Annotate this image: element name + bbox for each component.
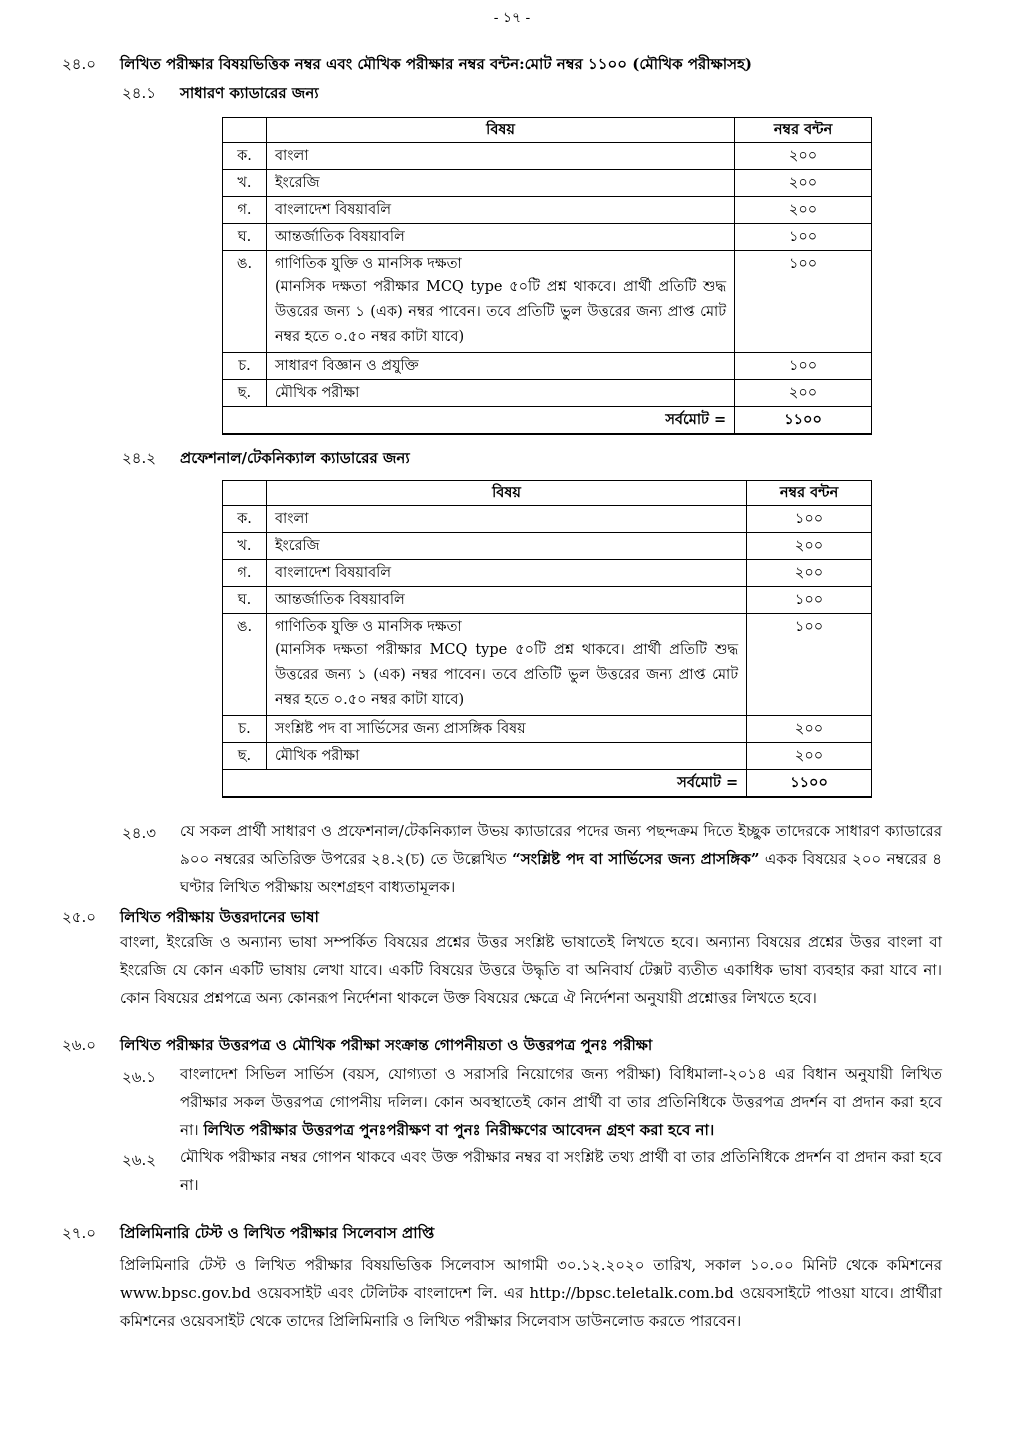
subsection-24-1-number: ২৪.১ (122, 84, 156, 102)
table-row (223, 716, 872, 743)
row-marks: ১০০ (735, 224, 872, 251)
row-serial: ঘ. (223, 224, 267, 251)
row-serial: ক. (223, 506, 267, 533)
subsection-26-1-number: ২৬.১ (122, 1068, 157, 1086)
section-27-text: প্রিলিমিনারি টেস্ট ও লিখিত পরীক্ষার বিষয়ভিত্তিক সিলেবাস আগামী ৩০.১২.২০২০ তারিখ, সকাল ১০.০০ মিনিট থেকে কমিশনের www.bpsc.gov.bd ওয়েবসাইট এবং টেলিটক বাংলাদেশ লি. এর http://bpsc.teletalk.com.bd ওয়েবসাইটে পাওয়া যাবে। প্রার্থীরা কমিশনের ওয়েবসাইট থেকে তাদের প্রিলিমিনারি ও লিখিত পরীক্ষার সিলেবাস ডাউনলোড করতে পারবেন। (120, 1256, 942, 1330)
row-serial: খ. (223, 533, 267, 560)
row-subject-cell (266, 560, 746, 587)
section-25-number: ২৫.০ (62, 908, 97, 926)
row-subject-cell (266, 743, 746, 770)
total-row (223, 770, 872, 798)
row-subject-cell (266, 224, 734, 251)
marks-table-general-cadre (222, 117, 872, 435)
row-serial: ঘ. (223, 587, 267, 614)
total-label: সর্বমোট = (223, 770, 747, 798)
section-26-heading: লিখিত পরীক্ষার উত্তরপত্র ও মৌখিক পরীক্ষা সংক্রান্ত গোপনীয়তা ও উত্তরপত্র পুনঃ পরীক্ষা (120, 1036, 653, 1054)
row-subject: ইংরেজি (274, 538, 320, 554)
section-24-number: ২৪.০ (62, 55, 97, 73)
subsection-26-1-text (180, 1060, 942, 1144)
row-subject: বাংলাদেশ বিষয়াবলি (274, 565, 392, 581)
row-subject-cell (266, 587, 746, 614)
row-subject-cell (266, 533, 746, 560)
row-subject-cell (266, 353, 734, 380)
row-subject: মৌখিক পরীক্ষা (274, 748, 360, 764)
table-row (223, 170, 872, 197)
row-subject-cell (266, 614, 746, 716)
row-subject-cell (266, 170, 734, 197)
row-subject-cell (266, 251, 734, 353)
total-value: ১১০০ (735, 407, 872, 435)
row-marks: ২০০ (747, 716, 872, 743)
row-subject: গাণিতিক যুক্তি ও মানসিক দক্ষতা (274, 256, 462, 272)
row-serial: চ. (223, 716, 267, 743)
row-subject: বাংলাদেশ বিষয়াবলি (274, 202, 392, 218)
row-serial: গ. (223, 560, 267, 587)
row-subject-cell (266, 143, 734, 170)
section-25-heading: লিখিত পরীক্ষায় উত্তরদানের ভাষা (120, 908, 319, 926)
text-run: একক বিষয়ের ২০০ নম্বরের ৪ ঘণ্টার লিখিত পরীক্ষায় অংশগ্রহণ বাধ্যতামূলক। (180, 850, 943, 896)
section-27-heading: প্রিলিমিনারি টেস্ট ও লিখিত পরীক্ষার সিলেবাস প্রাপ্তি (120, 1224, 435, 1242)
table-row (223, 143, 872, 170)
row-marks: ২০০ (735, 380, 872, 407)
table-row (223, 614, 872, 716)
section-24-heading: লিখিত পরীক্ষার বিষয়ভিত্তিক নম্বর এবং মৌখিক পরীক্ষার নম্বর বন্টন:মোট নম্বর ১১০০ (মৌখিক পরীক্ষাসহ) (120, 55, 752, 73)
row-subject: ইংরেজি (274, 175, 320, 191)
table-header-serial (223, 481, 267, 506)
table-header-marks: নম্বর বন্টন (735, 118, 872, 143)
total-label: সর্বমোট = (223, 407, 735, 435)
row-subject-cell (266, 380, 734, 407)
row-subject-cell (266, 716, 746, 743)
row-subject: আন্তর্জাতিক বিষয়াবলি (274, 592, 405, 608)
table-row (223, 506, 872, 533)
row-marks: ২০০ (735, 170, 872, 197)
table-row (223, 224, 872, 251)
table-header-serial (223, 118, 267, 143)
table-row (223, 587, 872, 614)
row-subject: বাংলা (274, 148, 309, 164)
table-row (223, 251, 872, 353)
row-marks: ২০০ (747, 743, 872, 770)
subsection-24-2-number: ২৪.২ (122, 449, 157, 467)
row-serial: ঙ. (223, 614, 267, 716)
table-row (223, 533, 872, 560)
row-subject: গাণিতিক যুক্তি ও মানসিক দক্ষতা (274, 619, 462, 635)
row-serial: ছ. (223, 380, 267, 407)
row-marks: ১০০ (735, 353, 872, 380)
row-subject: আন্তর্জাতিক বিষয়াবলি (274, 229, 405, 245)
row-marks: ১০০ (747, 587, 872, 614)
table-row (223, 353, 872, 380)
emphasized-text: “সংশ্লিষ্ট পদ বা সার্ভিসের জন্য প্রাসঙ্গিক” (512, 850, 760, 868)
table-header-subject: বিষয় (266, 118, 734, 143)
table-header-marks: নম্বর বন্টন (747, 481, 872, 506)
subsection-24-3-text (180, 817, 942, 901)
total-row (223, 407, 872, 435)
section-26-number: ২৬.০ (62, 1036, 97, 1054)
table-row (223, 380, 872, 407)
row-note: (মানসিক দক্ষতা পরীক্ষার MCQ type ৫০টি প্রশ্ন থাকবে। প্রার্থী প্রতিটি শুদ্ধ উত্তরের জন্য ১ (এক) নম্বর পাবেন। তবে প্রতিটি ভুল উত্তরের জন্য প্রাপ্ত মোট নম্বর হতে ০.৫০ নম্বর কাটা যাবে) (274, 642, 739, 708)
row-subject: মৌখিক পরীক্ষা (274, 385, 360, 401)
row-marks: ২০০ (747, 533, 872, 560)
row-subject: সাধারণ বিজ্ঞান ও প্রযুক্তি (274, 358, 419, 374)
row-subject-cell (266, 197, 734, 224)
row-marks: ১০০ (747, 506, 872, 533)
subsection-24-1-heading: সাধারণ ক্যাডারের জন্য (180, 84, 319, 102)
row-marks: ২০০ (747, 560, 872, 587)
row-subject: সংশ্লিষ্ট পদ বা সার্ভিসের জন্য প্রাসঙ্গিক বিষয় (274, 721, 526, 737)
row-serial: চ. (223, 353, 267, 380)
row-subject-cell (266, 506, 746, 533)
subsection-24-3-number: ২৪.৩ (122, 824, 157, 842)
marks-table-professional-cadre (222, 480, 872, 798)
page-number: - ১৭ - (493, 10, 531, 26)
subsection-24-2-heading: প্রফেশনাল/টেকনিক্যাল ক্যাডারের জন্য (180, 449, 410, 467)
row-marks: ২০০ (735, 143, 872, 170)
subsection-26-2-text: মৌখিক পরীক্ষার নম্বর গোপন থাকবে এবং উক্ত পরীক্ষার নম্বর বা সংশ্লিষ্ট তথ্য প্রার্থী বা তার প্রতিনিধিকে প্রদর্শন বা প্রদান করা হবে না। (180, 1148, 942, 1194)
text-run: যে সকল প্রার্থী সাধারণ ও প্রফেশনাল/টেকনিক্যাল উভয় ক্যাডারের পদের জন্য পছন্দক্রম দিতে ইচ্ছুক তাদেরকে সাধারণ ক্যাডারের ৯০০ নম্বরের অতিরিক্ত উপরের ২৪.২(চ) তে উল্লেখিত (180, 822, 942, 868)
row-marks: ২০০ (735, 197, 872, 224)
subsection-26-2-number: ২৬.২ (122, 1151, 157, 1169)
row-marks: ১০০ (747, 614, 872, 716)
row-serial: গ. (223, 197, 267, 224)
table-row (223, 560, 872, 587)
text-run: বাংলাদেশ সিভিল সার্ভিস (বয়স, যোগ্যতা ও সরাসরি নিয়োগের জন্য পরীক্ষা) বিধিমালা-২০১৪ এর বিধান অনুযায়ী লিখিত পরীক্ষার সকল উত্তরপত্র গোপনীয় দলিল। কোন অবস্থাতেই কোন প্রার্থী বা তার প্রতিনিধিকে উত্তরপত্র প্রদর্শন বা প্রদান করা হবে না। (180, 1065, 942, 1139)
table-row (223, 197, 872, 224)
section-25-text: বাংলা, ইংরেজি ও অন্যান্য ভাষা সম্পর্কিত বিষয়ের প্রশ্নের উত্তর সংশ্লিষ্ট ভাষাতেই লিখতে হবে। অন্যান্য বিষয়ের প্রশ্নের উত্তর বাংলা বা ইংরেজি যে কোন একটি ভাষায় লেখা যাবে। একটি বিষয়ের উত্তরে উদ্ধৃতি বা অনিবার্য টেক্সট ব্যতীত একাধিক ভাষা ব্যবহার করা যাবে না। কোন বিষয়ের প্রশ্নপত্রে অন্য কোনরূপ নির্দেশনা থাকলে উক্ত বিষয়ের ক্ষেত্রে ঐ নির্দেশনা অনুযায়ী প্রশ্নোত্তর লিখতে হবে। (120, 933, 942, 1007)
total-value: ১১০০ (747, 770, 872, 798)
row-serial: ঙ. (223, 251, 267, 353)
row-serial: ক. (223, 143, 267, 170)
row-serial: খ. (223, 170, 267, 197)
row-note: (মানসিক দক্ষতা পরীক্ষার MCQ type ৫০টি প্রশ্ন থাকবে। প্রার্থী প্রতিটি শুদ্ধ উত্তরের জন্য ১ (এক) নম্বর পাবেন। তবে প্রতিটি ভুল উত্তরের জন্য প্রাপ্ত মোট নম্বর হতে ০.৫০ নম্বর কাটা যাবে) (274, 279, 727, 345)
section-27-number: ২৭.০ (62, 1224, 97, 1242)
table-header-subject: বিষয় (266, 481, 746, 506)
emphasized-text: লিখিত পরীক্ষার উত্তরপত্র পুনঃপরীক্ষণ বা পুনঃ নিরীক্ষণের আবেদন গ্রহণ করা হবে না। (203, 1121, 715, 1139)
table-row (223, 743, 872, 770)
row-subject: বাংলা (274, 511, 309, 527)
row-marks: ১০০ (735, 251, 872, 353)
row-serial: ছ. (223, 743, 267, 770)
